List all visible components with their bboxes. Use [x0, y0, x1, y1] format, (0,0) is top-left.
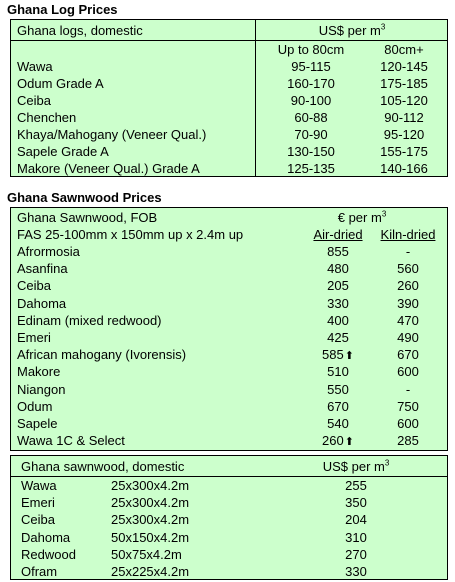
- up-arrow-icon: ⬆: [344, 350, 354, 363]
- dom-row-price: 204: [345, 512, 367, 528]
- log-header-label: Ghana logs, domestic: [17, 23, 143, 38]
- sawn-row-kiln-dried: 285: [397, 433, 419, 449]
- log-row-name: Wawa: [17, 59, 53, 74]
- sawn-header-row: [11, 209, 447, 226]
- sawn-row-air-dried-value: 855: [327, 244, 349, 259]
- log-row-80-plus: 95-120: [383, 127, 425, 142]
- log-row-80-plus: 175-185: [380, 76, 428, 91]
- dom-row-name: Ceiba: [21, 512, 55, 528]
- log-row-up-to-80: 130-150: [287, 144, 335, 159]
- log-prices-title: Ghana Log Prices: [7, 2, 118, 17]
- sawn-row: [11, 312, 447, 329]
- sawn-row-kiln-dried: 560: [397, 261, 419, 277]
- log-header-row: [11, 22, 447, 39]
- log-row-up-to-80: 90-100: [290, 93, 332, 108]
- log-row-up-to-80: 70-90: [294, 127, 328, 142]
- sawn-row-air-dried-value: 670: [327, 398, 349, 414]
- dom-row-size: 25x300x4.2m: [111, 512, 190, 528]
- log-column-headers: [11, 41, 447, 58]
- log-row-80-plus: 90-112: [384, 110, 424, 125]
- sawn-row-name: Dahoma: [17, 295, 67, 311]
- log-row-up-to-80: 160-170: [287, 76, 335, 91]
- sawn-row: [11, 277, 447, 294]
- sawn-row-air-dried-value: 400: [327, 312, 349, 328]
- dom-row-price: 310: [345, 529, 367, 545]
- sawn-row-name: Afrormosia: [17, 244, 80, 259]
- log-row: [11, 126, 447, 143]
- dom-row-price: 350: [345, 495, 367, 511]
- sawn-row-air-dried: [307, 346, 369, 365]
- dom-row-price: 270: [345, 546, 367, 562]
- sawn-row-air-dried: [307, 243, 369, 260]
- sawn-row-kiln-dried: 490: [397, 330, 419, 345]
- log-row-up-to-80: 125-135: [287, 161, 335, 176]
- dom-row: [11, 546, 447, 563]
- dom-row-price: 255: [345, 478, 367, 493]
- dom-row-size: 50x75x4.2m: [111, 546, 182, 562]
- sawn-row: [11, 398, 447, 415]
- dom-row: [11, 511, 447, 528]
- sawn-row-air-dried-value: 585: [322, 347, 344, 363]
- dom-row-size: 25x300x4.2m: [111, 495, 190, 511]
- dom-unit-label: US$ per $m^3$: [322, 458, 390, 474]
- sawn-row-air-dried-value: 330: [327, 295, 349, 311]
- sawn-row-name: Wawa 1C & Select: [17, 433, 125, 449]
- dom-row: [11, 529, 447, 546]
- sawn-row-name: Asanfina: [17, 261, 68, 277]
- sawn-row-kiln-dried: 750: [397, 398, 419, 414]
- sawn-row: [11, 329, 447, 346]
- sawn-row-air-dried-value: 480: [327, 261, 349, 277]
- dom-header-label: Ghana sawnwood, domestic: [21, 459, 185, 474]
- sawn-row-name: Emeri: [17, 330, 51, 345]
- sawn-header-label: Ghana Sawnwood, FOB: [17, 210, 158, 225]
- sawn-row-air-dried: [307, 415, 369, 432]
- sawn-row-air-dried: [307, 277, 369, 294]
- sawnwood-prices-table: [10, 207, 448, 451]
- log-col-80-plus: 80cm+: [384, 42, 424, 57]
- log-row-80-plus: 105-120: [380, 93, 428, 108]
- sawn-row-air-dried-value: 540: [327, 416, 349, 431]
- dom-row: [11, 494, 447, 511]
- sawnwood-prices-title: Ghana Sawnwood Prices: [7, 190, 162, 205]
- sawn-unit-label: € per $m^3$: [337, 209, 387, 225]
- sawn-row: [11, 363, 447, 380]
- log-row-80-plus: 155-175: [380, 144, 428, 159]
- sawn-row: [11, 432, 447, 449]
- dom-row-name: Redwood: [21, 546, 76, 562]
- sawn-row-air-dried-value: 425: [327, 330, 349, 345]
- dom-row: [11, 477, 447, 494]
- sawn-row-air-dried: [307, 260, 369, 277]
- log-col-up-to-80: Up to 80cm: [277, 42, 345, 57]
- sawn-row-air-dried: [307, 398, 369, 415]
- sawn-spec-row: [11, 226, 447, 243]
- sawn-row-air-dried: [307, 363, 369, 380]
- sawn-row-name: Makore: [17, 364, 61, 380]
- sawn-row-air-dried-value: 260: [322, 433, 344, 449]
- dom-row-size: 25x300x4.2m: [111, 478, 190, 493]
- log-row-name: Odum Grade A: [17, 76, 104, 91]
- log-row-name: Ceiba: [17, 93, 51, 108]
- log-unit-label: US$ per $m^3$: [318, 22, 386, 38]
- dom-row-size: 50x150x4.2m: [111, 529, 190, 545]
- dom-row-name: Ofram: [21, 564, 58, 579]
- dom-row: [11, 563, 447, 580]
- log-row: [11, 109, 447, 126]
- sawn-row: [11, 260, 447, 277]
- log-prices-table: [10, 19, 448, 177]
- dom-row-name: Emeri: [21, 495, 55, 511]
- log-row: [11, 92, 447, 109]
- dom-header-row: [11, 458, 447, 475]
- dom-row-size: 25x225x4.2m: [111, 564, 190, 579]
- sawn-row-name: Niangon: [17, 381, 66, 397]
- sawn-row: [11, 243, 447, 260]
- sawn-row-kiln-dried: 470: [397, 312, 419, 328]
- sawn-row-name: Ceiba: [17, 278, 51, 294]
- sawn-row: [11, 381, 447, 398]
- sawn-row-air-dried-value: 205: [327, 278, 349, 294]
- sawn-row-kiln-dried: 600: [397, 416, 419, 431]
- log-row: [11, 160, 447, 177]
- log-row-80-plus: 140-166: [380, 161, 428, 176]
- sawn-row-air-dried: [307, 295, 369, 312]
- log-row: [11, 75, 447, 92]
- sawn-row: [11, 295, 447, 312]
- log-row-up-to-80: 95-115: [291, 59, 331, 74]
- log-row-name: Makore (Veneer Qual.) Grade A: [17, 161, 200, 176]
- sawn-row-kiln-dried: -: [405, 381, 411, 397]
- dom-row-price: 330: [345, 564, 367, 579]
- sawn-col-kiln-dried: Kiln-dried: [380, 227, 436, 242]
- sawn-row-name: African mahogany (Ivorensis): [17, 347, 187, 363]
- sawn-row-kiln-dried: -: [405, 244, 411, 259]
- sawn-row-air-dried: [307, 432, 369, 451]
- sawn-row-air-dried: [307, 312, 369, 329]
- sawn-row-name: Odum: [17, 398, 53, 414]
- log-row-name: Khaya/Mahogany (Veneer Qual.): [17, 127, 207, 142]
- sawn-row-kiln-dried: 600: [397, 364, 419, 380]
- sawn-row-air-dried: [307, 329, 369, 346]
- sawn-row-name: Sapele: [17, 416, 58, 431]
- sawn-row: [11, 415, 447, 432]
- sawn-row-kiln-dried: 670: [397, 347, 419, 363]
- log-row-name: Chenchen: [17, 110, 77, 125]
- log-row-80-plus: 120-145: [380, 59, 428, 74]
- up-arrow-icon: ⬆: [344, 436, 354, 449]
- sawn-col-air-dried: Air-dried: [313, 227, 363, 242]
- dom-row-name: Dahoma: [21, 529, 71, 545]
- dom-row-name: Wawa: [21, 478, 57, 493]
- sawn-row: [11, 346, 447, 363]
- sawn-row-air-dried: [307, 381, 369, 398]
- sawn-row-name: Edinam (mixed redwood): [17, 312, 162, 328]
- sawn-row-air-dried-value: 510: [327, 364, 349, 380]
- sawn-row-kiln-dried: 260: [397, 278, 419, 294]
- sawn-spec-label: FAS 25-100mm x 150mm up x 2.4m up: [17, 227, 244, 242]
- sawn-row-kiln-dried: 390: [397, 295, 419, 311]
- domestic-sawnwood-table: [10, 455, 448, 580]
- sawn-row-air-dried-value: 550: [327, 381, 349, 397]
- log-row: [11, 143, 447, 160]
- log-row: [11, 58, 447, 75]
- log-row-up-to-80: 60-88: [294, 110, 328, 125]
- log-row-name: Sapele Grade A: [17, 144, 109, 159]
